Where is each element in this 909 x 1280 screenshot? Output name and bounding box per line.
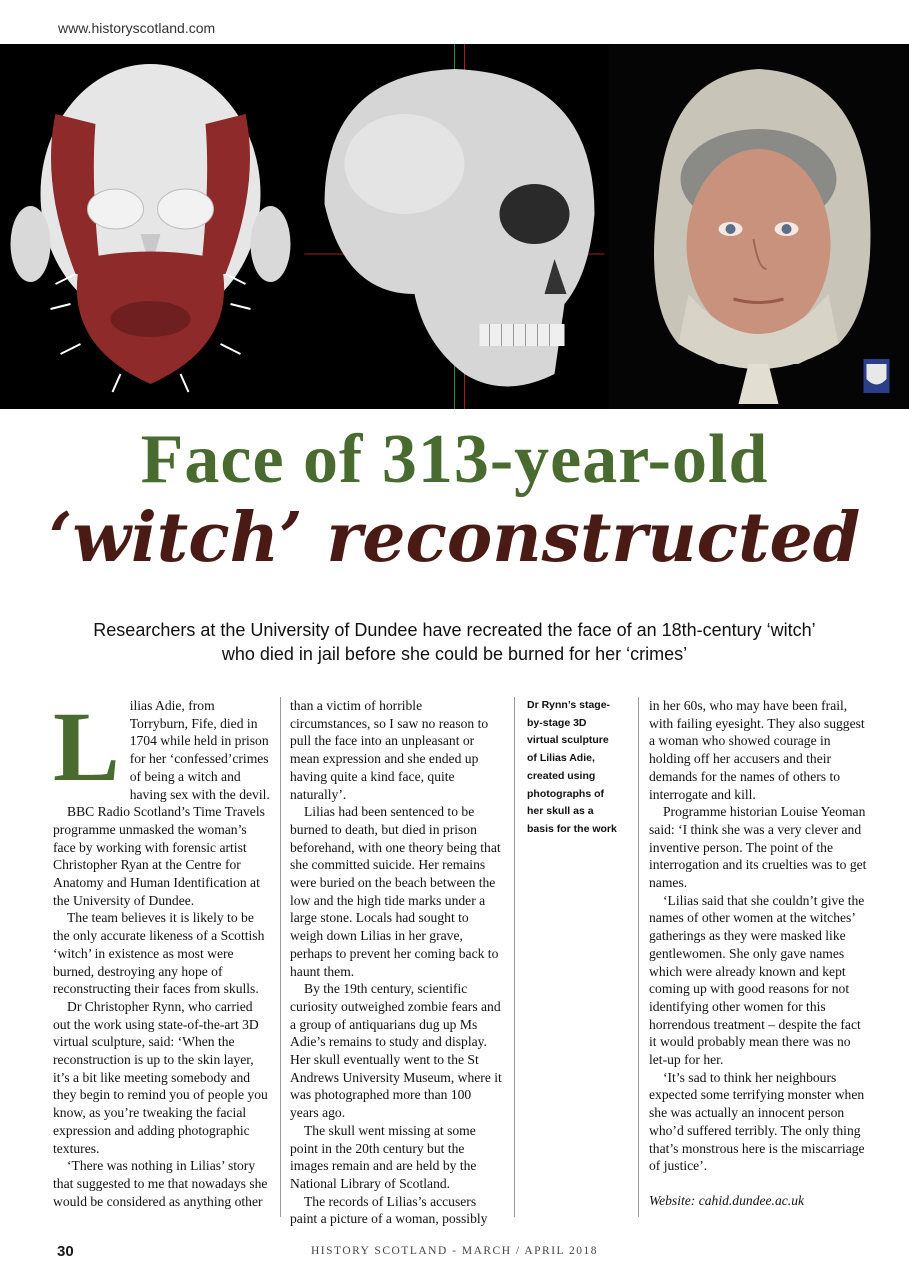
image-caption (527, 697, 619, 839)
publication-footer: HISTORY SCOTLAND - MARCH / APRIL 2018 (310, 1245, 599, 1257)
column-divider (514, 697, 515, 1217)
paragraph: in her 60s, who may have been frail, with failing eyesight. They also suggest a woman who showed courage in holding off her accusers and their demands for the names of others to interrogate and kill. (649, 698, 865, 802)
muscle-reconstruction-panel (0, 44, 301, 409)
paragraph: ‘There was nothing in Lilias’ story that suggested to me that nowadays she would be considered as anything other (53, 1158, 268, 1209)
paragraph: than a victim of horrible circumstances, so I saw no reason to pull the face into an unpleasant or mean expression and she ended up having quite a kind face, quite naturally’. (290, 698, 489, 802)
page-number: 30 (57, 1243, 74, 1260)
3d-skull-panel (304, 44, 605, 409)
article-column-1 (53, 691, 271, 1210)
headline-line-2: ‘witch’ reconstructed (48, 498, 861, 578)
headline-line-1: Face of 313-year-old (140, 421, 769, 498)
paragraph: Programme historian Louise Yeoman said: ‘I think she was a very clever and inventive person. The point of the interrogation and its cruelties was to get names. (649, 804, 867, 891)
reconstructed-face-image (608, 44, 909, 409)
caption-text: Dr Rynn’s stage-by-stage 3D virtual sculpture of Lilias Adie, created using photographs of her skull as a basis for the work (527, 699, 617, 835)
article-column-4 (649, 697, 871, 1210)
paragraph: The team believes it is likely to be the only accurate likeness of a Scottish ‘witch’ in existence as most were burned, destroying any hope of reconstructing their faces from skulls. (53, 910, 265, 997)
reconstructed-face-panel (608, 44, 909, 409)
paragraph: By the 19th century, scientific curiosity outweighed zombie fears and a group of antiquarians dug up Ms Adie’s remains to study and display. Her skull eventually went to the St Andrews University Museum, where it was photographed more than 100 years ago. (290, 981, 502, 1121)
paragraph: ilias Adie, from Torryburn, Fife, died in 1704 while held in prison for her ‘confessed’crimes of being a witch and having sex with the devil. (129, 698, 270, 802)
paragraph: The skull went missing at some point in the 20th century but the images remain and are held by the National Library of Scotland. (290, 1122, 477, 1191)
drop-cap: L (53, 691, 120, 802)
photo-strip (0, 44, 909, 409)
3d-skull-image (304, 44, 605, 409)
standfirst-line-1: Researchers at the University of Dundee have recreated the face of an 18th-century ‘witch’ (93, 620, 816, 640)
paragraph: Dr Christopher Rynn, who carried out the work using state-of-the-art 3D virtual sculpture, said: ‘When the reconstruction is up to the skin layer, it’s a bit like meeting somebody and they begin to remind you of people you know, as you’re tweaking the facial expression and adding photographic textures. (53, 998, 268, 1156)
column-divider (280, 697, 281, 1217)
paragraph: Lilias had been sentenced to be burned to death, but died in prison beforehand, with one theory being that she committed suicide. Her remains were buried on the beach between the low and the high tide marks under a large stone. Locals had sought to weigh down Lilias in her grave, perhaps to prevent her coming back to haunt them. (290, 804, 501, 979)
standfirst-line-2: who died in jail before she could be burned for her ‘crimes’ (221, 644, 688, 664)
site-url[interactable]: www.historyscotland.com (58, 20, 216, 36)
paragraph: BBC Radio Scotland’s Time Travels programme unmasked the woman’s face by working with forensic artist Christopher Ryan at the Centre for Anatomy and Human Identification at the University of Dundee. (53, 804, 265, 908)
paragraph: The records of Lilias’s accusers paint a picture of a woman, possibly (290, 1193, 488, 1227)
article-column-2 (290, 697, 502, 1228)
website-link[interactable]: Website: cahid.dundee.ac.uk (649, 1192, 805, 1208)
paragraph: ‘It’s sad to think her neighbours expected some terrifying monster when she was actually an innocent person who’d suffered terribly. The only thing that’s monstrous here is the miscarriage of justice’. (649, 1069, 865, 1174)
standfirst (40, 618, 869, 666)
column-divider (638, 697, 639, 1217)
paragraph: ‘Lilias said that she couldn’t give the names of other women at the witches’ gatherings as they were masked like gentlewomen. She only gave names which were already known and kept coming up with good reasons for not identifying other women for this horrendous treatment – despite the fact it would probably mean there was no let-up for her. (649, 892, 865, 1068)
muscle-reconstruction-image (0, 44, 301, 409)
